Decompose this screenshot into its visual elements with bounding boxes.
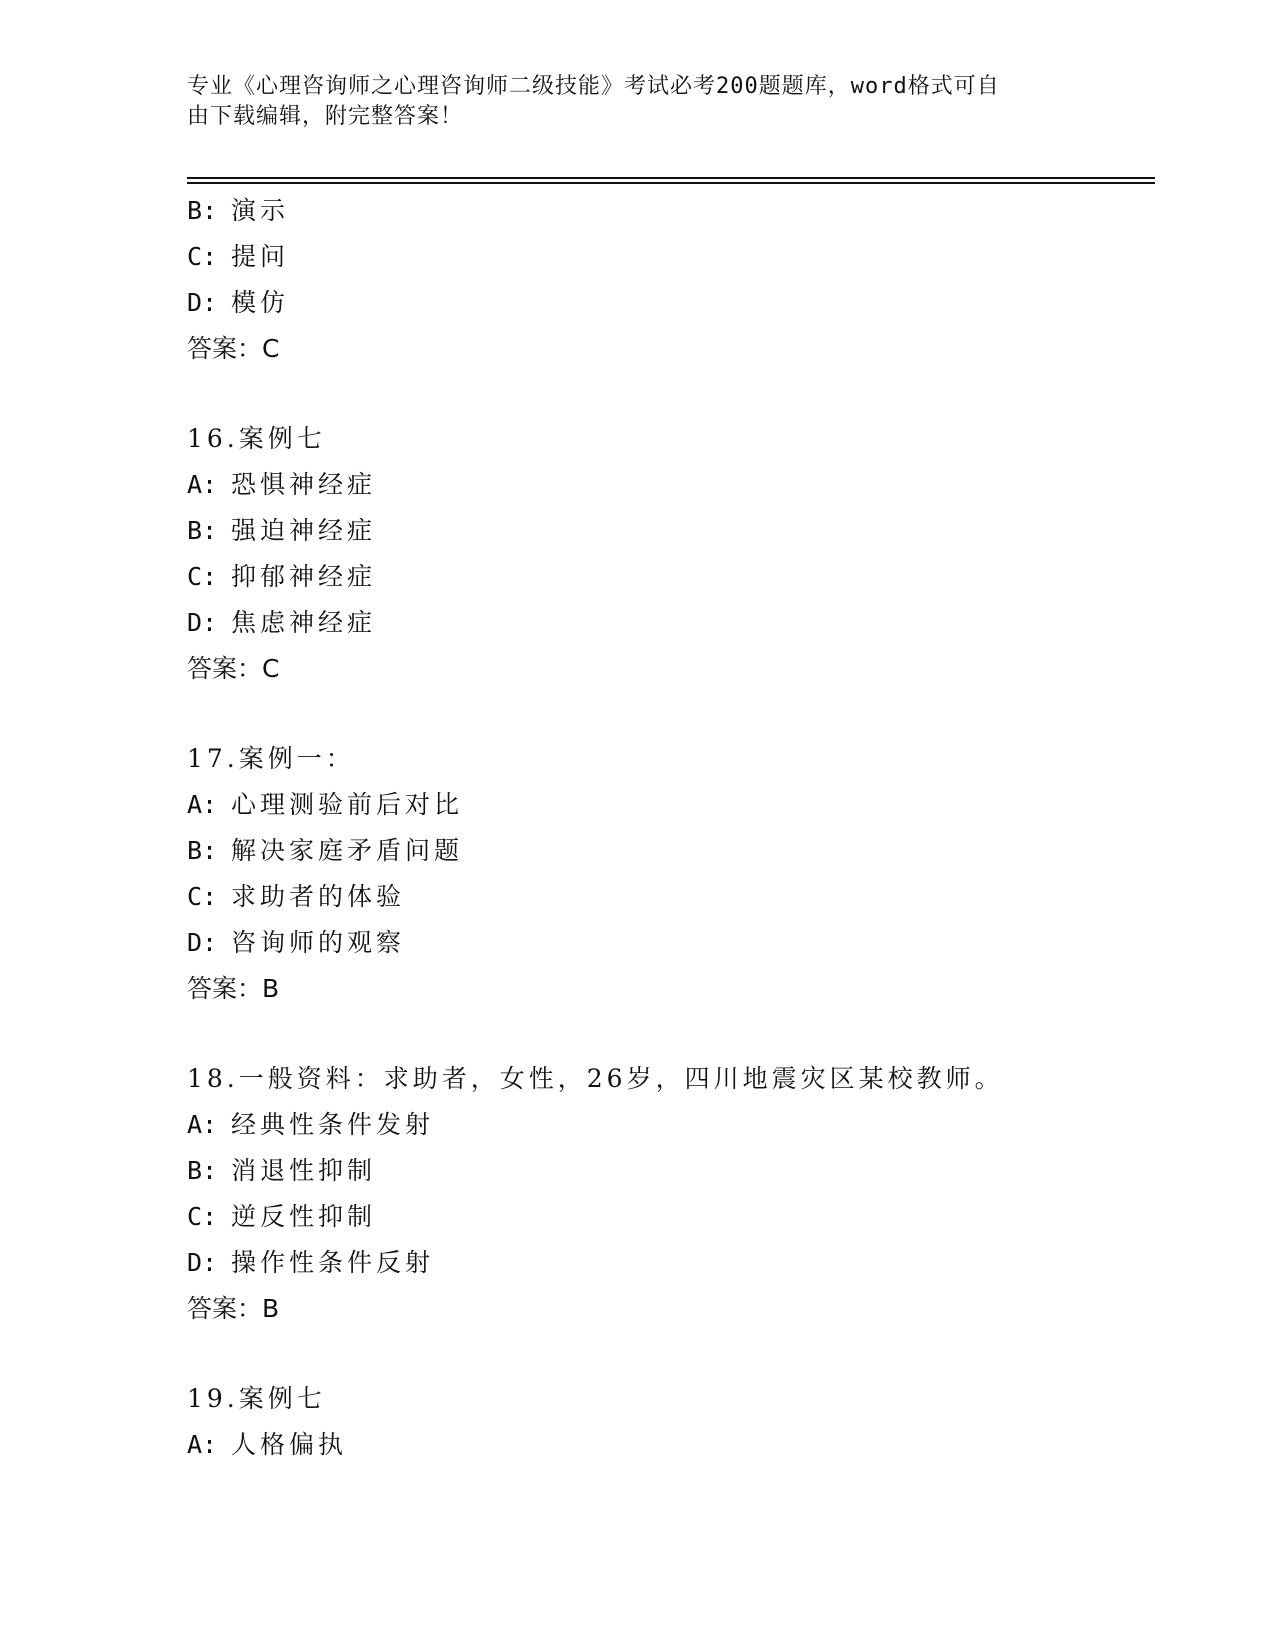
spacer <box>187 1012 1155 1056</box>
header-line-2: 由下载编辑，附完整答案！ <box>187 104 464 129</box>
option-b <box>187 1148 1155 1194</box>
question-18 <box>187 1056 1155 1332</box>
spacer <box>187 692 1155 736</box>
option-d <box>187 920 1155 966</box>
option-letter: D: <box>187 928 218 957</box>
option-b <box>187 188 1155 234</box>
option-c <box>187 874 1155 920</box>
header-line-1: 专业《心理咨询师之心理咨询师二级技能》考试必考200题题库，word格式可自 <box>187 74 1000 99</box>
option-text: 逆反性抑制 <box>231 1202 377 1231</box>
option-text: 解决家庭矛盾问题 <box>231 836 464 865</box>
option-letter: C: <box>187 882 218 911</box>
option-letter: D: <box>187 288 218 317</box>
option-text: 消退性抑制 <box>231 1156 377 1185</box>
option-text: 提问 <box>231 242 290 271</box>
question-partial <box>187 188 1155 372</box>
spacer <box>187 372 1155 416</box>
answer-line: 答案：C <box>187 654 280 683</box>
option-letter: D: <box>187 1248 218 1277</box>
option-d <box>187 1240 1155 1286</box>
option-d <box>187 600 1155 646</box>
option-d <box>187 280 1155 326</box>
option-text: 抑郁神经症 <box>231 562 377 591</box>
option-a <box>187 782 1155 828</box>
option-text: 操作性条件反射 <box>231 1248 435 1277</box>
option-text: 心理测验前后对比 <box>231 790 464 819</box>
option-text: 恐惧神经症 <box>231 470 377 499</box>
option-text: 演示 <box>231 196 290 225</box>
header-divider-top <box>187 177 1155 179</box>
option-letter: A: <box>187 1110 218 1139</box>
option-a <box>187 462 1155 508</box>
option-c <box>187 234 1155 280</box>
question-title: 17.案例一： <box>187 744 355 773</box>
answer-line: 答案：B <box>187 1294 280 1323</box>
option-c <box>187 554 1155 600</box>
option-text: 咨询师的观察 <box>231 928 406 957</box>
question-title: 18.一般资料：求助者，女性，26岁，四川地震灾区某校教师。 <box>187 1064 1004 1093</box>
option-text: 强迫神经症 <box>231 516 377 545</box>
option-letter: C: <box>187 562 218 591</box>
option-text: 人格偏执 <box>231 1430 348 1459</box>
option-text: 焦虑神经症 <box>231 608 377 637</box>
option-letter: C: <box>187 1202 218 1231</box>
header-divider-bottom <box>187 182 1155 184</box>
answer-line: 答案：B <box>187 974 280 1003</box>
option-letter: C: <box>187 242 218 271</box>
option-b <box>187 828 1155 874</box>
question-list <box>187 188 1155 1468</box>
option-letter: A: <box>187 470 218 499</box>
question-17 <box>187 736 1155 1012</box>
option-c <box>187 1194 1155 1240</box>
answer-line: 答案：C <box>187 334 280 363</box>
option-letter: B: <box>187 1156 218 1185</box>
option-text: 模仿 <box>231 288 290 317</box>
option-text: 经典性条件发射 <box>231 1110 435 1139</box>
question-19 <box>187 1376 1155 1468</box>
option-text: 求助者的体验 <box>231 882 406 911</box>
option-letter: A: <box>187 790 218 819</box>
option-b <box>187 508 1155 554</box>
option-letter: B: <box>187 196 218 225</box>
question-title: 19.案例七 <box>187 1384 326 1413</box>
option-letter: B: <box>187 836 218 865</box>
option-a <box>187 1102 1155 1148</box>
option-letter: D: <box>187 608 218 637</box>
option-letter: B: <box>187 516 218 545</box>
option-letter: A: <box>187 1430 218 1459</box>
document-header <box>187 72 1067 132</box>
question-16 <box>187 416 1155 692</box>
option-a <box>187 1422 1155 1468</box>
question-title: 16.案例七 <box>187 424 326 453</box>
spacer <box>187 1332 1155 1376</box>
